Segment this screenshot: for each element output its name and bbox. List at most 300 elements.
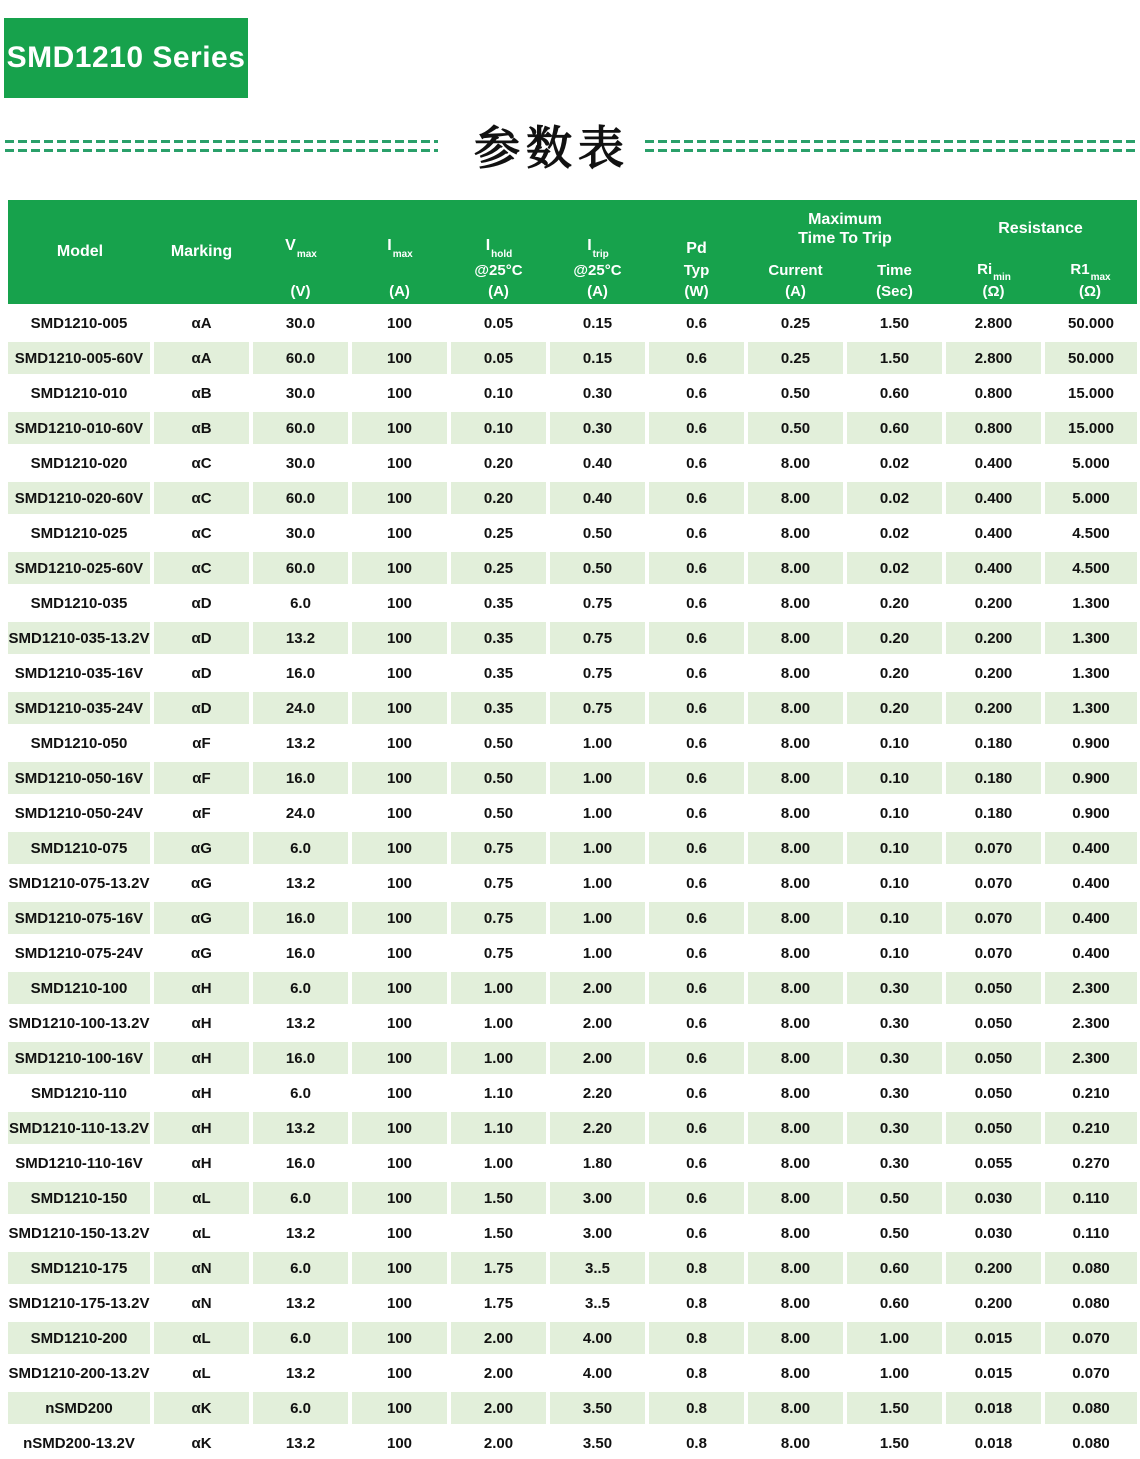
cell-marking: αH bbox=[152, 1041, 251, 1076]
cell-pd-typ: 0.8 bbox=[647, 1251, 746, 1286]
cell-model: SMD1210-150-13.2V bbox=[8, 1216, 152, 1251]
cell-ri-min: 0.400 bbox=[944, 551, 1043, 586]
cell-r1-max: 0.400 bbox=[1043, 831, 1137, 866]
cell-trip-current: 8.00 bbox=[746, 1076, 845, 1111]
cell-marking: αH bbox=[152, 1111, 251, 1146]
col-group-resistance: Resistance bbox=[944, 200, 1137, 259]
table-row bbox=[8, 726, 1137, 761]
cell-ihold: 0.35 bbox=[449, 656, 548, 691]
table-row bbox=[8, 1216, 1137, 1251]
cell-ri-min: 0.070 bbox=[944, 936, 1043, 971]
cell-trip-current: 8.00 bbox=[746, 446, 845, 481]
cell-pd-typ: 0.6 bbox=[647, 516, 746, 551]
cell-marking: αK bbox=[152, 1391, 251, 1426]
cell-trip-current: 8.00 bbox=[746, 1041, 845, 1076]
cell-ri-min: 0.070 bbox=[944, 901, 1043, 936]
cell-pd-typ: 0.6 bbox=[647, 586, 746, 621]
cell-imax: 100 bbox=[350, 1181, 449, 1216]
cell-itrip: 0.75 bbox=[548, 691, 647, 726]
cell-marking: αF bbox=[152, 796, 251, 831]
cell-vmax: 30.0 bbox=[251, 306, 350, 341]
cell-trip-current: 8.00 bbox=[746, 656, 845, 691]
cell-ri-min: 0.400 bbox=[944, 516, 1043, 551]
cell-r1-max: 0.400 bbox=[1043, 866, 1137, 901]
cell-itrip: 4.00 bbox=[548, 1356, 647, 1391]
cell-trip-time: 0.30 bbox=[845, 1041, 944, 1076]
cell-vmax: 16.0 bbox=[251, 761, 350, 796]
cell-r1-max: 15.000 bbox=[1043, 411, 1137, 446]
cell-r1-max: 0.400 bbox=[1043, 901, 1137, 936]
cell-imax: 100 bbox=[350, 1391, 449, 1426]
cell-ri-min: 0.050 bbox=[944, 1076, 1043, 1111]
cell-trip-current: 8.00 bbox=[746, 1356, 845, 1391]
cell-ri-min: 0.200 bbox=[944, 1251, 1043, 1286]
rimin-label: Ri bbox=[977, 261, 992, 278]
cell-marking: αK bbox=[152, 1426, 251, 1459]
divider-left bbox=[5, 140, 438, 153]
cell-model: SMD1210-175 bbox=[8, 1251, 152, 1286]
cell-r1-max: 0.070 bbox=[1043, 1356, 1137, 1391]
unit-trip-current: (A) bbox=[746, 283, 845, 306]
cell-ri-min: 2.800 bbox=[944, 306, 1043, 341]
cell-trip-time: 1.50 bbox=[845, 1426, 944, 1459]
cell-marking: αN bbox=[152, 1251, 251, 1286]
table-body bbox=[8, 306, 1137, 1459]
cell-imax: 100 bbox=[350, 1216, 449, 1251]
cell-itrip: 0.75 bbox=[548, 656, 647, 691]
table-header bbox=[8, 200, 1137, 306]
cell-itrip: 1.00 bbox=[548, 726, 647, 761]
subheader-trip-time: Time bbox=[845, 259, 944, 283]
cell-ihold: 0.10 bbox=[449, 376, 548, 411]
cell-ihold: 0.75 bbox=[449, 866, 548, 901]
cell-ri-min: 0.015 bbox=[944, 1356, 1043, 1391]
cell-marking: αH bbox=[152, 1076, 251, 1111]
table-row bbox=[8, 831, 1137, 866]
cell-itrip: 0.40 bbox=[548, 481, 647, 516]
subheader-trip-current: Current bbox=[746, 259, 845, 283]
cell-ihold: 1.75 bbox=[449, 1286, 548, 1321]
cell-model: SMD1210-075-13.2V bbox=[8, 866, 152, 901]
cell-trip-time: 0.10 bbox=[845, 761, 944, 796]
subheader-r1-max bbox=[1043, 259, 1137, 283]
cell-pd-typ: 0.6 bbox=[647, 1111, 746, 1146]
cell-ihold: 0.75 bbox=[449, 831, 548, 866]
table-row bbox=[8, 901, 1137, 936]
cell-imax: 100 bbox=[350, 481, 449, 516]
cell-trip-time: 0.10 bbox=[845, 726, 944, 761]
itrip-subscript: trip bbox=[593, 249, 609, 260]
cell-r1-max: 4.500 bbox=[1043, 551, 1137, 586]
cell-vmax: 13.2 bbox=[251, 1426, 350, 1459]
section-title: 参数表 bbox=[452, 118, 652, 178]
cell-imax: 100 bbox=[350, 1041, 449, 1076]
cell-imax: 100 bbox=[350, 306, 449, 341]
cell-pd-typ: 0.6 bbox=[647, 341, 746, 376]
cell-trip-current: 0.50 bbox=[746, 376, 845, 411]
cell-r1-max: 1.300 bbox=[1043, 586, 1137, 621]
cell-model: SMD1210-100-16V bbox=[8, 1041, 152, 1076]
divider-dash-rule bbox=[645, 140, 1137, 143]
cell-trip-current: 8.00 bbox=[746, 481, 845, 516]
cell-vmax: 13.2 bbox=[251, 1286, 350, 1321]
cell-pd-typ: 0.6 bbox=[647, 1076, 746, 1111]
cell-vmax: 6.0 bbox=[251, 586, 350, 621]
cell-vmax: 16.0 bbox=[251, 936, 350, 971]
cell-r1-max: 1.300 bbox=[1043, 691, 1137, 726]
cell-ihold: 1.10 bbox=[449, 1111, 548, 1146]
cell-trip-time: 0.30 bbox=[845, 1146, 944, 1181]
unit-itrip: (A) bbox=[548, 283, 647, 306]
cell-itrip: 0.30 bbox=[548, 411, 647, 446]
cell-model: SMD1210-075 bbox=[8, 831, 152, 866]
cell-ri-min: 0.400 bbox=[944, 481, 1043, 516]
col-header-model: Model bbox=[8, 200, 152, 306]
cell-trip-current: 8.00 bbox=[746, 866, 845, 901]
cell-trip-time: 0.50 bbox=[845, 1181, 944, 1216]
cell-vmax: 13.2 bbox=[251, 726, 350, 761]
cell-ri-min: 0.055 bbox=[944, 1146, 1043, 1181]
cell-trip-time: 0.50 bbox=[845, 1216, 944, 1251]
cell-r1-max: 50.000 bbox=[1043, 341, 1137, 376]
cell-ri-min: 0.200 bbox=[944, 621, 1043, 656]
cell-r1-max: 0.080 bbox=[1043, 1391, 1137, 1426]
cell-trip-current: 8.00 bbox=[746, 901, 845, 936]
cell-ihold: 2.00 bbox=[449, 1391, 548, 1426]
cell-marking: αC bbox=[152, 551, 251, 586]
col-group-max-time-to-trip bbox=[746, 200, 944, 259]
col-header-itrip bbox=[548, 200, 647, 259]
cell-vmax: 60.0 bbox=[251, 411, 350, 446]
cell-marking: αD bbox=[152, 691, 251, 726]
table-row bbox=[8, 516, 1137, 551]
cell-trip-current: 8.00 bbox=[746, 1111, 845, 1146]
r1max-label: R1 bbox=[1070, 261, 1089, 278]
cell-marking: αA bbox=[152, 341, 251, 376]
cell-trip-time: 0.60 bbox=[845, 1286, 944, 1321]
cell-ri-min: 0.200 bbox=[944, 656, 1043, 691]
cell-ri-min: 0.180 bbox=[944, 796, 1043, 831]
table-row bbox=[8, 306, 1137, 341]
itrip-label: I bbox=[587, 237, 591, 254]
cell-ihold: 0.50 bbox=[449, 761, 548, 796]
cell-ihold: 0.25 bbox=[449, 551, 548, 586]
cell-model: SMD1210-150 bbox=[8, 1181, 152, 1216]
cell-itrip: 0.50 bbox=[548, 551, 647, 586]
cell-trip-current: 8.00 bbox=[746, 936, 845, 971]
cell-marking: αC bbox=[152, 516, 251, 551]
cell-vmax: 6.0 bbox=[251, 1181, 350, 1216]
cell-model: SMD1210-020 bbox=[8, 446, 152, 481]
col-header-marking: Marking bbox=[152, 200, 251, 306]
cell-vmax: 16.0 bbox=[251, 1146, 350, 1181]
table-row bbox=[8, 1426, 1137, 1459]
cell-vmax: 13.2 bbox=[251, 621, 350, 656]
series-title: SMD1210 Series bbox=[7, 41, 246, 75]
col-header-pd: Pd bbox=[647, 200, 746, 259]
cell-pd-typ: 0.6 bbox=[647, 971, 746, 1006]
subheader-itrip-at25: @25°C bbox=[548, 259, 647, 283]
divider-dash-rule bbox=[645, 149, 1137, 152]
cell-itrip: 0.15 bbox=[548, 306, 647, 341]
table-row bbox=[8, 1356, 1137, 1391]
cell-vmax: 24.0 bbox=[251, 796, 350, 831]
cell-marking: αD bbox=[152, 621, 251, 656]
cell-itrip: 4.00 bbox=[548, 1321, 647, 1356]
cell-imax: 100 bbox=[350, 1006, 449, 1041]
cell-model: SMD1210-025 bbox=[8, 516, 152, 551]
cell-imax: 100 bbox=[350, 656, 449, 691]
cell-model: SMD1210-075-24V bbox=[8, 936, 152, 971]
cell-marking: αG bbox=[152, 936, 251, 971]
cell-trip-time: 0.30 bbox=[845, 1006, 944, 1041]
cell-ihold: 1.00 bbox=[449, 1041, 548, 1076]
cell-r1-max: 0.900 bbox=[1043, 726, 1137, 761]
cell-marking: αD bbox=[152, 586, 251, 621]
cell-model: SMD1210-100 bbox=[8, 971, 152, 1006]
cell-itrip: 2.00 bbox=[548, 1041, 647, 1076]
table-row bbox=[8, 866, 1137, 901]
table-row bbox=[8, 1006, 1137, 1041]
cell-imax: 100 bbox=[350, 551, 449, 586]
cell-ihold: 0.35 bbox=[449, 586, 548, 621]
unit-pd: (W) bbox=[647, 283, 746, 306]
cell-imax: 100 bbox=[350, 901, 449, 936]
cell-imax: 100 bbox=[350, 936, 449, 971]
cell-marking: αA bbox=[152, 306, 251, 341]
cell-trip-time: 1.50 bbox=[845, 306, 944, 341]
cell-marking: αH bbox=[152, 1006, 251, 1041]
cell-itrip: 1.80 bbox=[548, 1146, 647, 1181]
cell-r1-max: 2.300 bbox=[1043, 1041, 1137, 1076]
cell-vmax: 16.0 bbox=[251, 901, 350, 936]
cell-itrip: 3..5 bbox=[548, 1286, 647, 1321]
cell-ihold: 1.00 bbox=[449, 1146, 548, 1181]
parameters-table bbox=[8, 200, 1137, 1459]
cell-itrip: 0.75 bbox=[548, 586, 647, 621]
r1max-subscript: max bbox=[1091, 272, 1111, 283]
cell-marking: αH bbox=[152, 1146, 251, 1181]
cell-ihold: 0.05 bbox=[449, 306, 548, 341]
cell-trip-time: 0.02 bbox=[845, 551, 944, 586]
cell-itrip: 1.00 bbox=[548, 761, 647, 796]
cell-vmax: 30.0 bbox=[251, 516, 350, 551]
cell-ihold: 0.50 bbox=[449, 796, 548, 831]
cell-r1-max: 1.300 bbox=[1043, 621, 1137, 656]
vmax-label: V bbox=[285, 237, 296, 254]
cell-vmax: 24.0 bbox=[251, 691, 350, 726]
table-row bbox=[8, 1041, 1137, 1076]
table-row bbox=[8, 656, 1137, 691]
cell-trip-current: 8.00 bbox=[746, 761, 845, 796]
cell-model: SMD1210-175-13.2V bbox=[8, 1286, 152, 1321]
cell-trip-time: 1.00 bbox=[845, 1321, 944, 1356]
subheader-vmax-blank bbox=[251, 259, 350, 283]
cell-marking: αG bbox=[152, 831, 251, 866]
cell-pd-typ: 0.6 bbox=[647, 866, 746, 901]
table-row bbox=[8, 621, 1137, 656]
cell-pd-typ: 0.6 bbox=[647, 691, 746, 726]
cell-ri-min: 0.070 bbox=[944, 831, 1043, 866]
cell-imax: 100 bbox=[350, 446, 449, 481]
cell-r1-max: 5.000 bbox=[1043, 481, 1137, 516]
cell-imax: 100 bbox=[350, 971, 449, 1006]
table-row bbox=[8, 936, 1137, 971]
cell-model: SMD1210-200 bbox=[8, 1321, 152, 1356]
cell-vmax: 13.2 bbox=[251, 866, 350, 901]
cell-vmax: 6.0 bbox=[251, 1076, 350, 1111]
table-row bbox=[8, 761, 1137, 796]
cell-imax: 100 bbox=[350, 1251, 449, 1286]
cell-r1-max: 50.000 bbox=[1043, 306, 1137, 341]
cell-vmax: 6.0 bbox=[251, 1251, 350, 1286]
unit-vmax: (V) bbox=[251, 283, 350, 306]
cell-trip-time: 0.60 bbox=[845, 1251, 944, 1286]
cell-trip-time: 0.30 bbox=[845, 1076, 944, 1111]
cell-ihold: 1.10 bbox=[449, 1076, 548, 1111]
cell-ihold: 0.75 bbox=[449, 936, 548, 971]
cell-marking: αL bbox=[152, 1181, 251, 1216]
cell-vmax: 30.0 bbox=[251, 446, 350, 481]
cell-trip-time: 0.60 bbox=[845, 376, 944, 411]
cell-pd-typ: 0.6 bbox=[647, 376, 746, 411]
cell-trip-time: 0.20 bbox=[845, 586, 944, 621]
cell-model: SMD1210-200-13.2V bbox=[8, 1356, 152, 1391]
cell-vmax: 13.2 bbox=[251, 1111, 350, 1146]
cell-r1-max: 0.070 bbox=[1043, 1321, 1137, 1356]
cell-itrip: 1.00 bbox=[548, 936, 647, 971]
cell-trip-time: 1.50 bbox=[845, 341, 944, 376]
cell-pd-typ: 0.8 bbox=[647, 1286, 746, 1321]
cell-ihold: 2.00 bbox=[449, 1321, 548, 1356]
cell-ihold: 0.75 bbox=[449, 901, 548, 936]
cell-model: SMD1210-110-13.2V bbox=[8, 1111, 152, 1146]
cell-r1-max: 0.080 bbox=[1043, 1251, 1137, 1286]
cell-pd-typ: 0.6 bbox=[647, 901, 746, 936]
cell-imax: 100 bbox=[350, 516, 449, 551]
cell-ri-min: 0.050 bbox=[944, 1041, 1043, 1076]
cell-imax: 100 bbox=[350, 376, 449, 411]
cell-trip-current: 8.00 bbox=[746, 516, 845, 551]
cell-pd-typ: 0.6 bbox=[647, 1216, 746, 1251]
cell-pd-typ: 0.6 bbox=[647, 1006, 746, 1041]
cell-trip-time: 0.20 bbox=[845, 621, 944, 656]
section-header bbox=[0, 118, 1140, 180]
cell-model: nSMD200 bbox=[8, 1391, 152, 1426]
cell-marking: αB bbox=[152, 411, 251, 446]
cell-model: SMD1210-025-60V bbox=[8, 551, 152, 586]
cell-ihold: 1.50 bbox=[449, 1181, 548, 1216]
cell-r1-max: 2.300 bbox=[1043, 971, 1137, 1006]
cell-vmax: 60.0 bbox=[251, 551, 350, 586]
subheader-ihold-at25: @25°C bbox=[449, 259, 548, 283]
cell-trip-time: 1.00 bbox=[845, 1356, 944, 1391]
cell-ihold: 1.00 bbox=[449, 1006, 548, 1041]
cell-trip-current: 8.00 bbox=[746, 971, 845, 1006]
cell-imax: 100 bbox=[350, 1321, 449, 1356]
cell-itrip: 3.00 bbox=[548, 1181, 647, 1216]
cell-pd-typ: 0.6 bbox=[647, 761, 746, 796]
cell-model: SMD1210-075-16V bbox=[8, 901, 152, 936]
cell-imax: 100 bbox=[350, 1146, 449, 1181]
cell-r1-max: 0.400 bbox=[1043, 936, 1137, 971]
cell-trip-current: 0.25 bbox=[746, 341, 845, 376]
cell-trip-time: 0.30 bbox=[845, 1111, 944, 1146]
cell-model: SMD1210-035 bbox=[8, 586, 152, 621]
cell-imax: 100 bbox=[350, 691, 449, 726]
vmax-subscript: max bbox=[297, 249, 317, 260]
table-row bbox=[8, 1111, 1137, 1146]
cell-r1-max: 0.110 bbox=[1043, 1181, 1137, 1216]
table-row bbox=[8, 376, 1137, 411]
cell-trip-time: 0.20 bbox=[845, 656, 944, 691]
max-trip-line2: Time To Trip bbox=[746, 230, 944, 248]
table-row bbox=[8, 971, 1137, 1006]
divider-right bbox=[645, 140, 1137, 153]
cell-r1-max: 5.000 bbox=[1043, 446, 1137, 481]
cell-imax: 100 bbox=[350, 1286, 449, 1321]
cell-pd-typ: 0.6 bbox=[647, 411, 746, 446]
cell-ihold: 0.35 bbox=[449, 691, 548, 726]
cell-imax: 100 bbox=[350, 1356, 449, 1391]
cell-pd-typ: 0.6 bbox=[647, 446, 746, 481]
table-row bbox=[8, 586, 1137, 621]
cell-ri-min: 0.018 bbox=[944, 1426, 1043, 1459]
cell-itrip: 2.00 bbox=[548, 971, 647, 1006]
rimin-subscript: min bbox=[993, 272, 1011, 283]
cell-ri-min: 0.400 bbox=[944, 446, 1043, 481]
cell-model: SMD1210-010 bbox=[8, 376, 152, 411]
subheader-ri-min bbox=[944, 259, 1043, 283]
max-trip-line1: Maximum bbox=[746, 211, 944, 229]
cell-ri-min: 0.030 bbox=[944, 1181, 1043, 1216]
cell-pd-typ: 0.8 bbox=[647, 1321, 746, 1356]
cell-r1-max: 0.270 bbox=[1043, 1146, 1137, 1181]
cell-trip-time: 0.02 bbox=[845, 446, 944, 481]
cell-trip-current: 8.00 bbox=[746, 1006, 845, 1041]
cell-ihold: 1.50 bbox=[449, 1216, 548, 1251]
cell-imax: 100 bbox=[350, 411, 449, 446]
cell-pd-typ: 0.6 bbox=[647, 936, 746, 971]
cell-vmax: 16.0 bbox=[251, 656, 350, 691]
cell-pd-typ: 0.8 bbox=[647, 1356, 746, 1391]
cell-ri-min: 0.030 bbox=[944, 1216, 1043, 1251]
cell-trip-current: 8.00 bbox=[746, 586, 845, 621]
cell-model: SMD1210-110 bbox=[8, 1076, 152, 1111]
cell-marking: αL bbox=[152, 1216, 251, 1251]
cell-itrip: 1.00 bbox=[548, 901, 647, 936]
cell-trip-current: 8.00 bbox=[746, 1426, 845, 1459]
cell-marking: αH bbox=[152, 971, 251, 1006]
cell-trip-time: 0.10 bbox=[845, 831, 944, 866]
cell-ri-min: 0.200 bbox=[944, 586, 1043, 621]
cell-trip-current: 8.00 bbox=[746, 1251, 845, 1286]
cell-ri-min: 0.050 bbox=[944, 971, 1043, 1006]
cell-model: SMD1210-100-13.2V bbox=[8, 1006, 152, 1041]
col-header-imax bbox=[350, 200, 449, 259]
table-row bbox=[8, 411, 1137, 446]
table-row bbox=[8, 341, 1137, 376]
cell-ri-min: 0.800 bbox=[944, 411, 1043, 446]
cell-ihold: 2.00 bbox=[449, 1356, 548, 1391]
cell-marking: αN bbox=[152, 1286, 251, 1321]
cell-vmax: 60.0 bbox=[251, 481, 350, 516]
cell-marking: αB bbox=[152, 376, 251, 411]
cell-vmax: 6.0 bbox=[251, 1391, 350, 1426]
cell-trip-time: 0.02 bbox=[845, 516, 944, 551]
cell-marking: αL bbox=[152, 1321, 251, 1356]
cell-ri-min: 0.800 bbox=[944, 376, 1043, 411]
